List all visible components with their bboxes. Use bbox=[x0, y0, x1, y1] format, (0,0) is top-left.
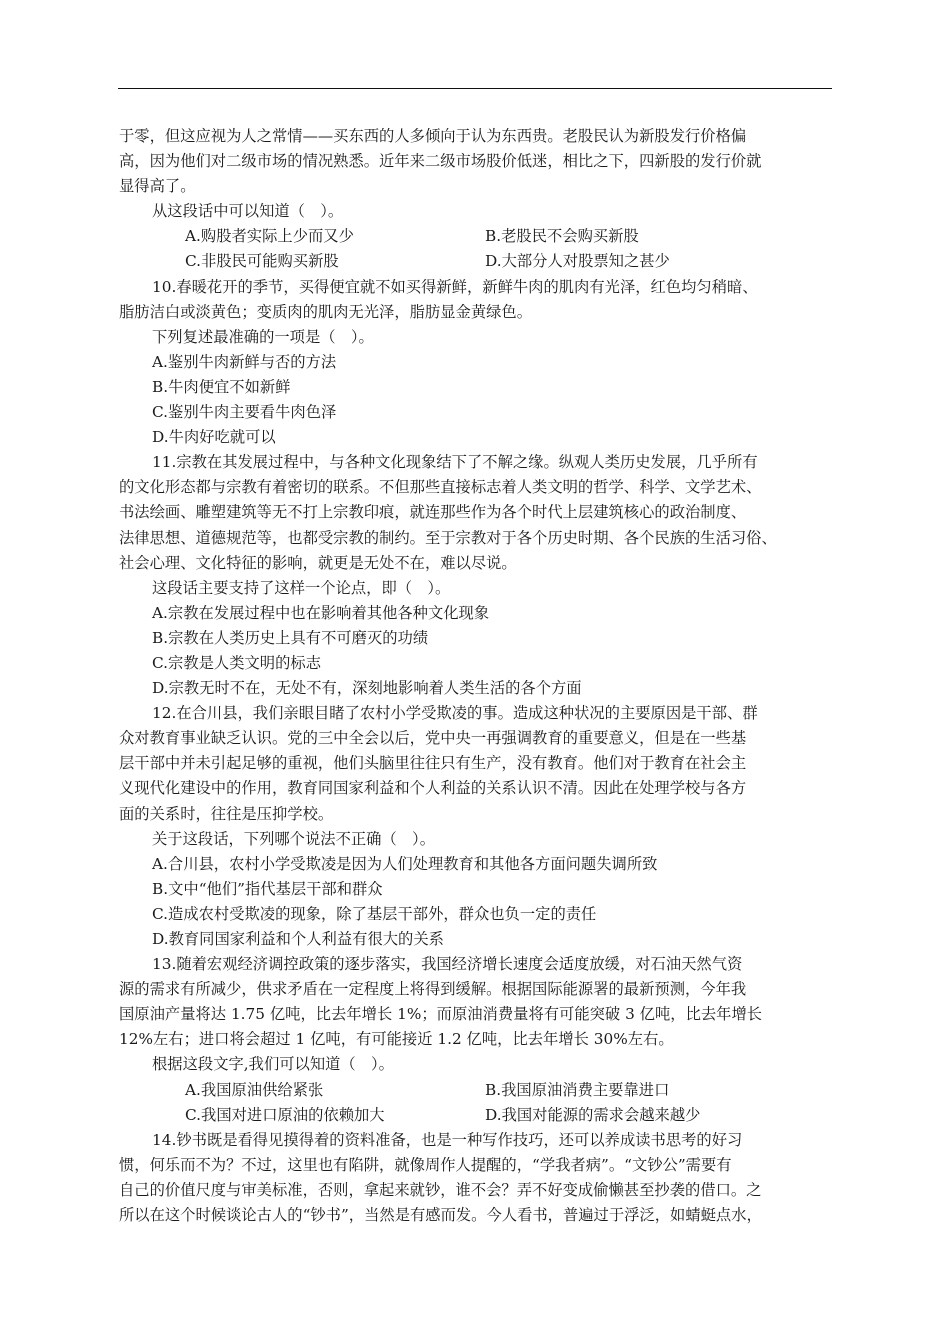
question-14-stem: 14.钞书既是看得见摸得着的资料准备，也是一种写作技巧，还可以养成读书思考的好习 bbox=[152, 1130, 743, 1149]
question-11-stem: 11.宗教在其发展过程中，与各种文化现象结下了不解之缘。纵观人类历史发展，几乎所有 bbox=[152, 453, 758, 472]
passage-line: 众对教育事业缺乏认识。党的三中全会以后，党中央一再强调教育的重要意义，但是在一些基 bbox=[119, 729, 747, 748]
option-c: C.宗教是人类文明的标志 bbox=[152, 653, 321, 672]
option-row bbox=[185, 249, 840, 274]
question-prompt: 下列复述最准确的一项是（ ）。 bbox=[152, 327, 374, 346]
option-a: A.购股者实际上少而又少 bbox=[185, 227, 354, 246]
passage-line: 国原油产量将达 1.75 亿吨，比去年增长 1%；而原油消费量将有可能突破 3 亿吨，比去年增长 bbox=[119, 1005, 763, 1024]
question-10-stem: 10.春暖花开的季节，买得便宜就不如买得新鲜，新鲜牛肉的肌肉有光泽，红色均匀稍暗、 bbox=[152, 277, 758, 296]
option-b: B.我国原油消费主要靠进口 bbox=[485, 1080, 670, 1099]
option-c: C.我国对进口原油的依赖加大 bbox=[185, 1105, 385, 1124]
passage-line: 书法绘画、雕塑建筑等无不打上宗教印痕，就连那些作为各个时代上层建筑核心的政治制度、 bbox=[119, 503, 747, 522]
passage-line: 面的关系时，往往是压抑学校。 bbox=[119, 804, 334, 823]
question-prompt: 根据这段文字,我们可以知道（ ）。 bbox=[152, 1055, 394, 1074]
question-13-stem: 13.随着宏观经济调控政策的逐步落实，我国经济增长速度会适度放缓，对石油天然气资 bbox=[152, 955, 743, 974]
option-d: D.我国对能源的需求会越来越少 bbox=[485, 1105, 701, 1124]
question-prompt: 从这段话中可以知道（ ）。 bbox=[152, 202, 344, 221]
passage-line: 层干部中并未引起足够的重视，他们头脑里往往只有生产，没有教育。他们对于教育在社会主 bbox=[119, 754, 747, 773]
option-row bbox=[185, 224, 840, 249]
passage-line: 义现代化建设中的作用，教育同国家利益和个人利益的关系认识不清。因此在处理学校与各方 bbox=[119, 779, 747, 798]
question-prompt: 关于这段话，下列哪个说法不正确（ ）。 bbox=[152, 829, 435, 848]
passage-line: 法律思想、道德规范等，也都受宗教的制约。至于宗教对于各个历史时期、各个民族的生活习俗、 bbox=[119, 528, 777, 547]
option-b: B.牛肉便宜不如新鲜 bbox=[152, 377, 291, 396]
option-row bbox=[185, 1103, 840, 1128]
question-prompt: 这段话主要支持了这样一个论点，即（ ）。 bbox=[152, 578, 451, 597]
option-c: C.非股民可能购买新股 bbox=[185, 252, 339, 271]
option-b: B.老股民不会购买新股 bbox=[485, 227, 639, 246]
option-c: C.造成农村受欺凌的现象，除了基层干部外，群众也负一定的责任 bbox=[152, 904, 597, 923]
passage-line: 惯，何乐而不为？不过，这里也有陷阱，就像周作人提醒的，“学我者病”。“文钞公”需要有 bbox=[119, 1155, 732, 1174]
option-d: D.大部分人对股票知之甚少 bbox=[485, 252, 670, 271]
question-12-stem: 12.在合川县，我们亲眼目睹了农村小学受欺凌的事。造成这种状况的主要原因是干部、群 bbox=[152, 704, 758, 723]
passage-line: 12%左右；进口将会超过 1 亿吨，有可能接近 1.2 亿吨，比去年增长 30%左右。 bbox=[119, 1030, 674, 1049]
option-d: D.教育同国家利益和个人利益有很大的关系 bbox=[152, 930, 444, 948]
header-rule bbox=[118, 88, 832, 89]
option-b: B.宗教在人类历史上具有不可磨灭的功绩 bbox=[152, 628, 429, 647]
option-b: B.文中“他们”指代基层干部和群众 bbox=[152, 879, 383, 898]
passage-line: 脂肪洁白或淡黄色；变质肉的肌肉无光泽，脂肪显金黄绿色。 bbox=[119, 302, 533, 321]
option-a: A.宗教在发展过程中也在影响着其他各种文化现象 bbox=[152, 603, 490, 622]
passage-line: 自己的价值尺度与审美标准，否则，拿起来就钞，谁不会？弄不好变成偷懒甚至抄袭的借口。之 bbox=[119, 1180, 762, 1199]
option-row bbox=[185, 1078, 840, 1103]
option-a: A.合川县，农村小学受欺凌是因为人们处理教育和其他各方面问题失调所致 bbox=[152, 854, 658, 873]
passage-line: 显得高了。 bbox=[119, 177, 196, 196]
option-d: D.宗教无时不在，无处不有，深刻地影响着人类生活的各个方面 bbox=[152, 679, 582, 698]
passage-line: 所以在这个时候谈论古人的“钞书”，当然是有感而发。今人看书，普遍过于浮泛，如蜻蜓点水， bbox=[119, 1206, 762, 1225]
passage-line: 源的需求有所减少，供求矛盾在一定程度上将得到缓解。根据国际能源署的最新预测，今年我 bbox=[119, 980, 747, 999]
option-a: A.我国原油供给紧张 bbox=[185, 1080, 324, 1099]
passage-line: 社会心理、文化特征的影响，就更是无处不在，难以尽说。 bbox=[119, 553, 517, 572]
passage-line: 的文化形态都与宗教有着密切的联系。不但那些直接标志着人类文明的哲学、科学、文学艺术、 bbox=[119, 478, 762, 497]
option-a: A.鉴别牛肉新鲜与否的方法 bbox=[152, 352, 337, 371]
option-c: C.鉴别牛肉主要看牛肉色泽 bbox=[152, 403, 337, 422]
passage-line: 于零，但这应视为人之常情——买东西的人多倾向于认为东西贵。老股民认为新股发行价格偏 bbox=[119, 127, 747, 145]
option-d: D.牛肉好吃就可以 bbox=[152, 428, 276, 447]
page-content bbox=[119, 124, 840, 1228]
passage-line: 高，因为他们对二级市场的情况熟悉。近年来二级市场股价低迷，相比之下，四新股的发行价就 bbox=[119, 152, 762, 171]
